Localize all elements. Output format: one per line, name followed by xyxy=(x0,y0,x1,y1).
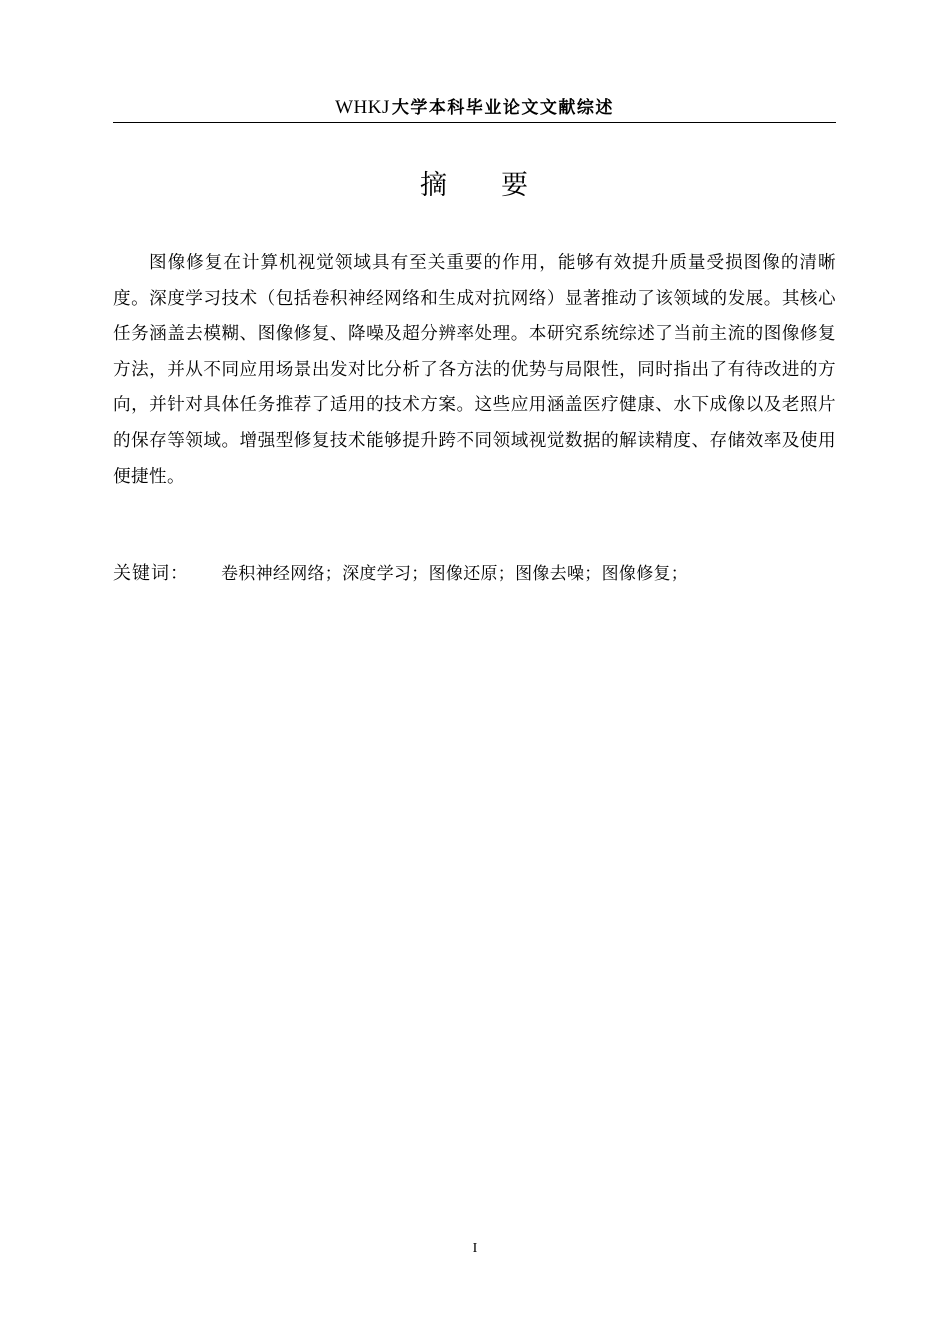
keywords-label: 关键词： xyxy=(113,563,189,584)
abstract-title-char-1: 摘 xyxy=(420,170,449,201)
abstract-body: 图像修复在计算机视觉领域具有至关重要的作用，能够有效提升质量受损图像的清晰度。深度学习技术（包括卷积神经网络和生成对抗网络）显著推动了该领域的发展。其核心任务涵盖去模糊、图像修复、降噪及超分辨率处理。本研究系统综述了当前主流的图像修复方法，并从不同应用场景出发对比分析了各方法的优势与局限性，同时指出了有待改进的方向，并针对具体任务推荐了适用的技术方案。这些应用涵盖医疗健康、水下成像以及老照片的保存等领域。增强型修复技术能够提升跨不同领域视觉数据的解读精度、存储效率及使用便捷性。 xyxy=(113,253,836,487)
header-title: 大学本科毕业论文文献综述 xyxy=(391,98,614,118)
header-text xyxy=(335,92,614,123)
keywords-line xyxy=(113,556,836,592)
abstract-title-char-2: 要 xyxy=(501,170,530,201)
page-header xyxy=(113,92,836,123)
header-code: WHKJ xyxy=(335,97,390,118)
keywords-value: 卷积神经网络；深度学习；图像还原；图像去噪；图像修复； xyxy=(221,564,689,584)
abstract-title xyxy=(0,166,950,206)
page-number: I xyxy=(472,1241,478,1256)
